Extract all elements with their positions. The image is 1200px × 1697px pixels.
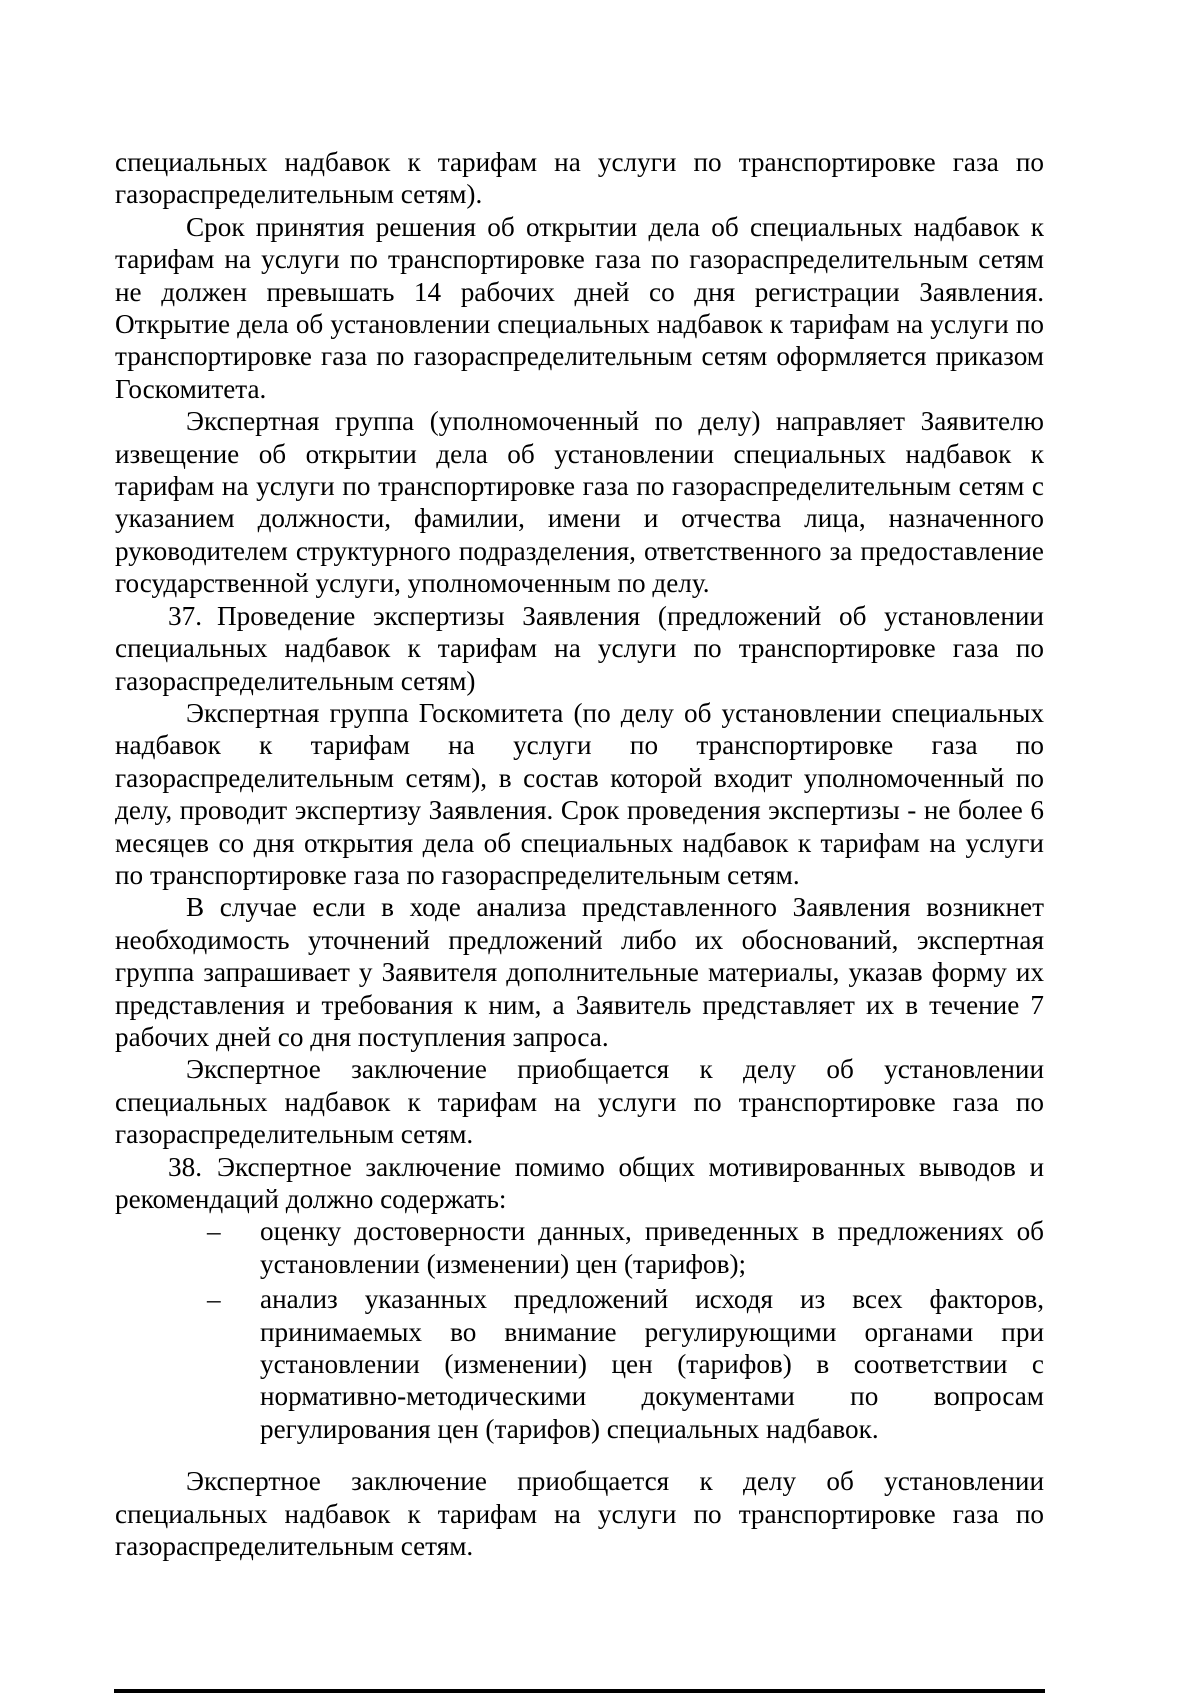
paragraph-conclusion-attached: Экспертное заключение приобщается к делу об установлении специальных надбавок к тарифам на услуги по транспортировке газа по газораспределительным сетям.: [115, 1054, 1044, 1150]
footer-rule: [114, 1689, 1045, 1693]
list-item: [115, 1283, 1044, 1445]
item-37-number: 37.: [168, 600, 202, 631]
document-body: [115, 146, 1044, 1562]
paragraph-expert-group: Экспертная группа Госкомитета (по делу об установлении специальных надбавок к тарифам на услуги по транспортировке газа по газораспределительным сетям), в состав которой входит уполномоченный по делу, проводит экспертизу Заявления. Срок проведения экспертизы - не более 6 месяцев со дня открытия дела об специальных надбавок к тарифам на услуги по транспортировке газа по газораспределительным сетям.: [115, 697, 1044, 890]
item-37: [115, 600, 1044, 697]
item-38-number: 38.: [168, 1151, 202, 1182]
list-item-text: оценку достоверности данных, приведенных в предложениях об установлении (изменении) цен (тарифов);: [260, 1216, 1044, 1279]
paragraph-additional-materials: В случае если в ходе анализа представленного Заявления возникнет необходимость уточнений предложений либо их обоснований, экспертная группа запрашивает у Заявителя дополнительные материалы, указав форму их представления и требования к ним, а Заявитель представляет их в течение 7 рабочих дней со дня поступления запроса.: [115, 892, 1044, 1052]
item-38: [115, 1151, 1044, 1216]
item-37-text: Проведение экспертизы Заявления (предложений об установлении специальных надбавок к тарифам на услуги по транспортировке газа по газораспределительным сетям): [115, 600, 1044, 696]
list-item-text: анализ указанных предложений исходя из всех факторов, принимаемых во внимание регулирующими органами при установлении (изменении) цен (тарифов) в соответствии с нормативно-методическими документами по вопросам регулирования цен (тарифов) специальных надбавок.: [260, 1284, 1044, 1444]
paragraph-decision-deadline: Срок принятия решения об открытии дела об специальных надбавок к тарифам на услуги по транспортировке газа по газораспределительным сетям не должен превышать 14 рабочих дней со дня регистрации Заявления. Открытие дела об установлении специальных надбавок к тарифам на услуги по транспортировке газа по газораспределительным сетям оформляется приказом Госкомитета.: [115, 211, 1044, 404]
list-item: [115, 1215, 1044, 1280]
item-38-text: Экспертное заключение помимо общих мотивированных выводов и рекомендаций должно содержать:: [115, 1151, 1044, 1214]
paragraph-notice: Экспертная группа (уполномоченный по делу) направляет Заявителю извещение об открытии дела об установлении специальных надбавок к тарифам на услуги по транспортировке газа по газораспределительным сетям с указанием должности, фамилии, имени и отчества лица, назначенного руководителем структурного подразделения, ответственного за предоставление государственной услуги, уполномоченным по делу.: [115, 406, 1044, 599]
spacer: [115, 1448, 1044, 1465]
paragraph-continuation: специальных надбавок к тарифам на услуги по транспортировке газа по газораспределительным сетям).: [115, 147, 1044, 210]
requirements-list: [115, 1215, 1044, 1445]
dash-bullet: –: [207, 1216, 221, 1247]
dash-bullet: –: [207, 1284, 221, 1315]
paragraph-conclusion-attached-final: Экспертное заключение приобщается к делу об установлении специальных надбавок к тарифам на услуги по транспортировке газа по газораспределительным сетям.: [115, 1466, 1044, 1562]
